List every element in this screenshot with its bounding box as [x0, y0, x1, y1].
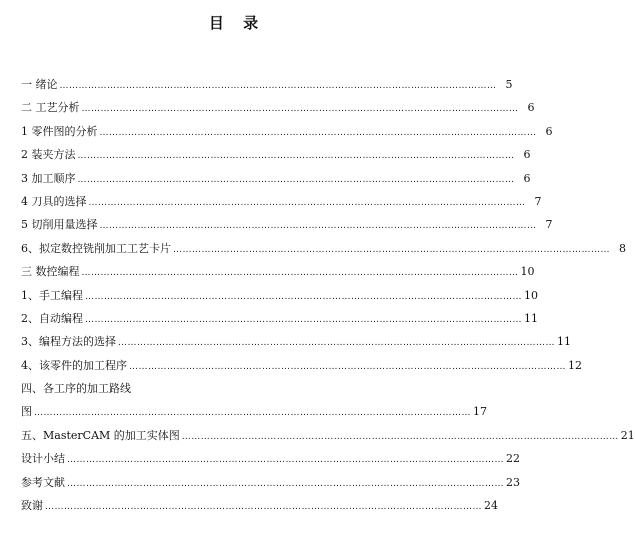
toc-entry-acknowledgements[interactable] — [21, 497, 498, 520]
toc-entry-page: 7 — [534, 194, 542, 208]
toc-entry-part-program[interactable] — [21, 357, 582, 380]
toc-entry-page: 6 — [527, 101, 535, 115]
toc-entry-label: 二 工艺分析 — [21, 101, 80, 115]
toc-entry-label: 图 — [21, 405, 32, 419]
toc-entry-part-drawing[interactable] — [21, 123, 553, 146]
dot-leader: ………………………………………………………………………………………………………………………… — [173, 244, 610, 255]
toc-title: 目 录 — [208, 14, 266, 32]
dot-leader: ………………………………………………………………………………………………………………………… — [99, 127, 537, 138]
toc-entry-tool-selection[interactable] — [21, 193, 542, 216]
toc-entry-design-summary[interactable] — [21, 450, 520, 473]
toc-entry-references[interactable] — [21, 474, 520, 497]
dot-leader: ………………………………………………………………………………………………………………………… — [118, 338, 555, 349]
dot-leader: ………………………………………………………………………………………………………………………… — [129, 361, 566, 372]
toc-entry-label: 一 绪论 — [21, 78, 58, 91]
toc-entry-process-analysis[interactable] — [21, 99, 535, 122]
toc-entry-page: 17 — [473, 405, 487, 419]
dot-leader: ………………………………………………………………………………………………………………………… — [81, 104, 519, 115]
toc-entry-page: 24 — [484, 499, 498, 513]
toc-entry-label: 1 零件图的分析 — [21, 124, 98, 138]
toc-entry-label: 5 切削用量选择 — [21, 218, 98, 232]
toc-entry-clamping[interactable] — [21, 146, 531, 169]
toc-entry-page: 23 — [506, 475, 520, 489]
toc-entry-machining-order[interactable] — [21, 170, 531, 193]
dot-leader: ………………………………………………………………………………………………………………………… — [45, 502, 482, 513]
dot-leader: ………………………………………………………………………………………………………………………… — [59, 81, 497, 91]
toc-entry-label: 五、MasterCAM 的加工实体图 — [21, 428, 180, 442]
dot-leader: ………………………………………………………………………………………………………………………… — [85, 291, 522, 302]
toc-entry-page: 8 — [619, 241, 626, 255]
toc-entry-page: 22 — [506, 452, 520, 466]
toc-entry-label: 四、各工序的加工路线 — [21, 382, 131, 396]
toc-entry-page: 10 — [520, 265, 535, 279]
toc-entry-method-selection[interactable] — [21, 333, 571, 356]
toc-entry-page: 10 — [524, 288, 538, 302]
toc-entry-label: 3 加工顺序 — [21, 171, 76, 185]
toc-entry-nc-programming[interactable] — [21, 263, 535, 286]
toc-entry-label: 3、编程方法的选择 — [21, 335, 116, 349]
toc-entry-label: 2、自动编程 — [21, 311, 83, 325]
toc-entry-introduction[interactable] — [21, 76, 513, 99]
toc-entry-label: 6、拟定数控铣削加工工艺卡片 — [21, 241, 171, 255]
dot-leader: ………………………………………………………………………………………………………………………… — [88, 197, 526, 208]
dot-leader: ………………………………………………………………………………………………………………………… — [77, 151, 515, 162]
toc-entry-label: 2 装夹方法 — [21, 148, 76, 162]
toc-entry-page: 7 — [545, 218, 553, 232]
toc-entry-cutting-params[interactable] — [21, 216, 553, 239]
dot-leader: ………………………………………………………………………………………………………………………… — [85, 314, 522, 325]
dot-leader: ………………………………………………………………………………………………………………………… — [67, 455, 504, 466]
toc-entry-label: 4、该零件的加工程序 — [21, 358, 127, 372]
toc-entry-mastercam-solid[interactable] — [21, 427, 635, 450]
dot-leader: ………………………………………………………………………………………………………………………… — [181, 431, 619, 442]
toc-entry-process-card[interactable] — [21, 240, 626, 263]
table-of-contents — [21, 76, 635, 520]
dot-leader: ………………………………………………………………………………………………………………………… — [81, 268, 519, 279]
toc-entry-page: 11 — [524, 311, 538, 325]
toc-entry-label: 设计小结 — [21, 452, 65, 466]
toc-entry-page: 6 — [523, 148, 531, 162]
toc-entry-page: 6 — [523, 171, 531, 185]
toc-entry-label: 4 刀具的选择 — [21, 194, 87, 208]
toc-entry-page: 21 — [620, 428, 635, 442]
toc-entry-label: 致谢 — [21, 499, 43, 513]
toc-entry-auto-programming[interactable] — [21, 310, 538, 333]
toc-entry-page: 12 — [568, 358, 582, 372]
toc-entry-page: 11 — [557, 335, 571, 349]
toc-entry-label: 三 数控编程 — [21, 265, 80, 279]
toc-entry-machining-paths[interactable] — [21, 380, 441, 403]
toc-entry-manual-programming[interactable] — [21, 287, 538, 310]
toc-entry-page: 5 — [505, 78, 513, 91]
dot-leader: ………………………………………………………………………………………………………………………… — [77, 174, 515, 185]
toc-entry-label: 1、手工编程 — [21, 288, 83, 302]
toc-entry-page: 6 — [545, 124, 553, 138]
dot-leader: ………………………………………………………………………………………………………………………… — [99, 221, 537, 232]
dot-leader: ………………………………………………………………………………………………………………………… — [34, 408, 471, 419]
toc-entry-label: 参考文献 — [21, 475, 65, 489]
toc-entry-machining-paths-cont[interactable] — [21, 403, 487, 426]
dot-leader: ………………………………………………………………………………………………………………………… — [67, 478, 504, 489]
